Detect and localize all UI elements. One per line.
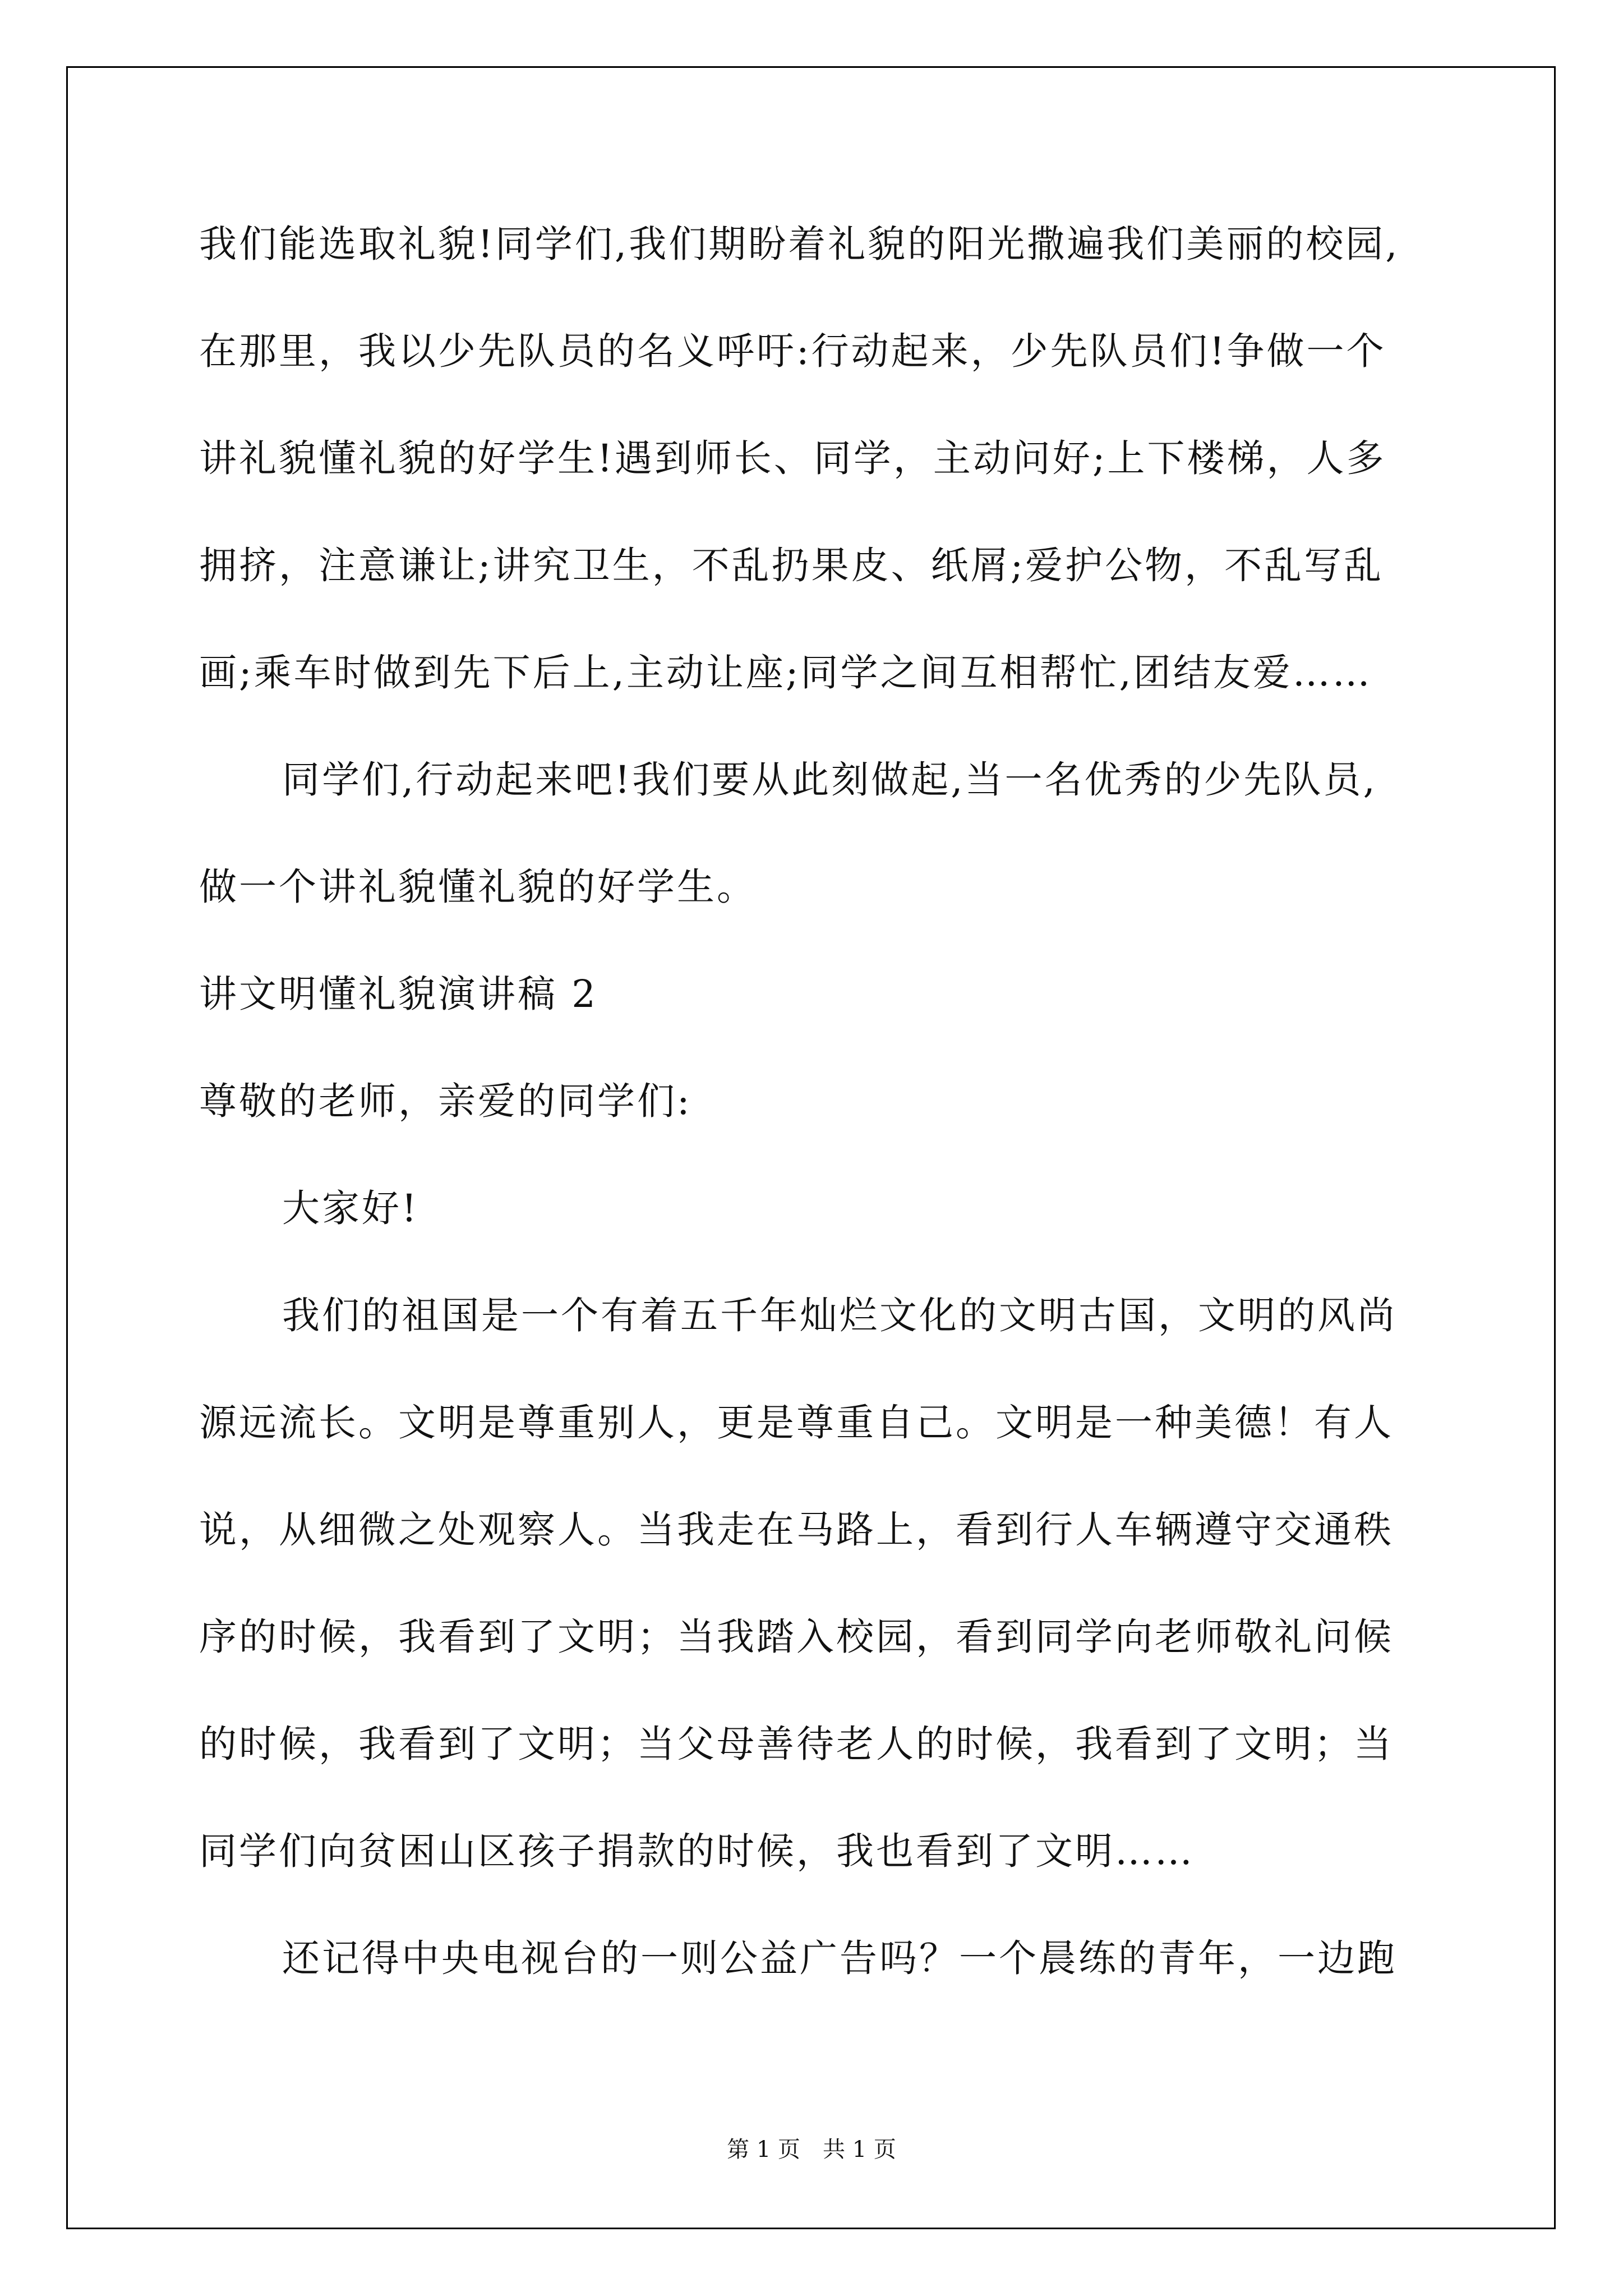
text-line-15: 的时候，我看到了文明；当父母善待老人的时候，我看到了文明；当	[199, 1722, 1394, 1766]
salutation: 尊敬的老师，亲爱的同学们:	[199, 1079, 692, 1123]
text-line-1: 我们能选取礼貌!同学们,我们期盼着礼貌的阳光撒遍我们美丽的校园,	[199, 222, 1400, 266]
page-total: 共 1 页	[823, 2137, 896, 2162]
text-line-17: 还记得中央电视台的一则公益广告吗？一个晨练的青年，一边跑	[282, 1936, 1397, 1980]
greeting: 大家好!	[282, 1186, 419, 1230]
text-line-12: 源远流长。文明是尊重别人，更是尊重自己。文明是一种美德！有人	[199, 1401, 1394, 1444]
text-line-14: 序的时候，我看到了文明；当我踏入校园，看到同学向老师敬礼问候	[199, 1615, 1394, 1659]
text-line-3: 讲礼貌懂礼貌的好学生!遇到师长、同学，主动问好;上下楼梯，人多	[199, 436, 1386, 480]
text-line-4: 拥挤，注意谦让;讲究卫生，不乱扔果皮、纸屑;爱护公物，不乱写乱	[199, 544, 1384, 587]
text-line-13: 说，从细微之处观察人。当我走在马路上，看到行人车辆遵守交通秩	[199, 1508, 1394, 1552]
text-line-2: 在那里，我以少先队员的名义呼吁:行动起来，少先队员们!争做一个	[199, 329, 1386, 373]
text-line-6: 同学们,行动起来吧!我们要从此刻做起,当一名优秀的少先队员,	[282, 758, 1377, 802]
text-line-7: 做一个讲礼貌懂礼貌的好学生。	[199, 865, 757, 909]
document-body	[199, 191, 1433, 2012]
text-line-5: 画;乘车时做到先下后上,主动让座;同学之间互相帮忙,团结友爱……	[199, 651, 1372, 694]
text-line-16: 同学们向贫困山区孩子捐款的时候，我也看到了文明……	[199, 1829, 1195, 1873]
page-footer	[0, 2132, 1623, 2164]
page-number: 第 1 页	[727, 2137, 800, 2162]
text-line-11: 我们的祖国是一个有着五千年灿烂文化的文明古国，文明的风尚	[282, 1294, 1397, 1337]
section-heading: 讲文明懂礼貌演讲稿 2	[199, 972, 598, 1016]
